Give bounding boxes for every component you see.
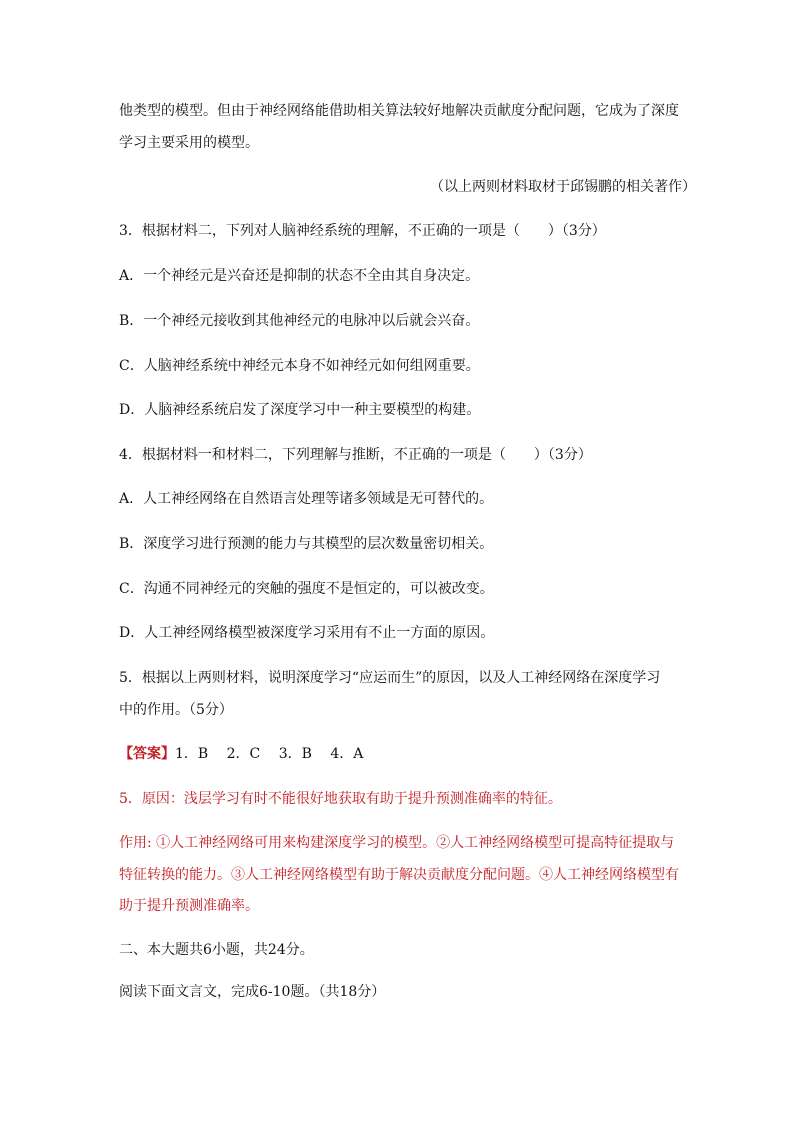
answer-key-line	[119, 744, 679, 764]
answer-role-line-2: 特征转换的能力。③人工神经网络模型有助于解决贡献度分配问题。④人工神经网络模型有	[119, 867, 679, 883]
question-4-option-d: D．人工神经网络模型被深度学习采用有不止一方面的原因。	[119, 625, 495, 641]
section-2-instruction: 阅读下面文言文，完成6-10题。（共18分）	[119, 984, 386, 1000]
question-3-option-c: C．人脑神经系统中神经元本身不如神经元如何组网重要。	[119, 358, 480, 374]
question-3-stem: 3．根据材料二，下列对人脑神经系统的理解，不正确的一项是（ ）（3分）	[119, 223, 606, 239]
material-text-line-2: 学习主要采用的模型。	[119, 135, 259, 151]
answer-role-line-3: 助于提升预测准确率。	[119, 898, 259, 914]
question-4-option-c: C．沟通不同神经元的突触的强度不是恒定的，可以被改变。	[119, 581, 494, 597]
answer-label: 【答案】	[119, 746, 175, 762]
answer-reason: 5．原因：浅层学习有时不能很好地获取有助于提升预测准确率的特征。	[119, 791, 562, 807]
question-5-stem-line-1: 5．根据以上两则材料，说明深度学习“应运而生”的原因，以及人工神经网络在深度学习	[119, 670, 661, 686]
question-4-stem: 4．根据材料一和材料二，下列理解与推断，不正确的一项是（ ）（3分）	[119, 447, 592, 463]
answer-choices: 1．B 2．C 3．B 4．A	[175, 746, 364, 762]
question-5-stem-line-2: 中的作用。（5分）	[119, 702, 233, 718]
question-3-option-b: B．一个神经元接收到其他神经元的电脉冲以后就会兴奋。	[119, 313, 480, 329]
question-3-option-d: D．人脑神经系统启发了深度学习中一种主要模型的构建。	[119, 402, 481, 418]
section-2-heading: 二、本大题共6小题，共24分。	[119, 942, 314, 958]
question-4-option-b: B．深度学习进行预测的能力与其模型的层次数量密切相关。	[119, 536, 494, 552]
question-3-option-a: A．一个神经元是兴奋还是抑制的状态不全由其自身决定。	[119, 268, 480, 284]
answer-role-line-1: 作用: ①人工神经网络可用来构建深度学习的模型。②人工神经网络模型可提高特征提取与	[119, 835, 675, 851]
material-source-note: （以上两则材料取材于邱锡鹏的相关著作）	[430, 179, 696, 195]
material-text-line-1: 他类型的模型。但由于神经网络能借助相关算法较好地解决贡献度分配问题，它成为了深度	[119, 103, 679, 119]
question-4-option-a: A．人工神经网络在自然语言处理等诸多领域是无可替代的。	[119, 491, 494, 507]
